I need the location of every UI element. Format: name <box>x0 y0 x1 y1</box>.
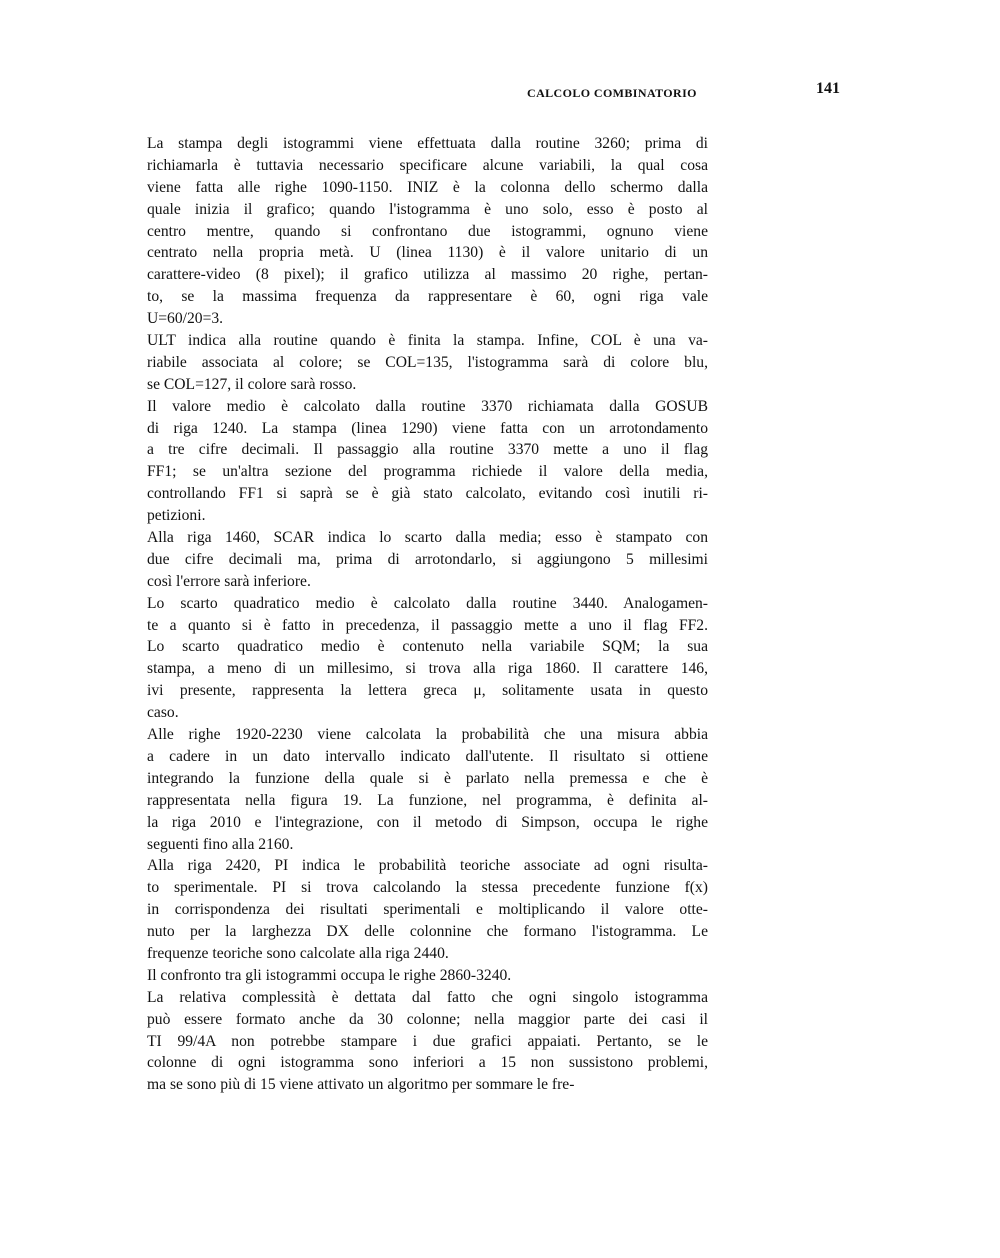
text-line: nuto per la larghezza DX delle colonnine che formano l'istogramma. Le <box>147 923 708 941</box>
body-text <box>147 133 708 1096</box>
text-line: se COL=127, il colore sarà rosso. <box>147 375 357 393</box>
text-line: carattere-video (8 pixel); il grafico utilizza al massimo 20 righe, pertan- <box>147 266 708 284</box>
text-line: ma se sono più di 15 viene attivato un algoritmo per sommare le fre- <box>147 1076 575 1094</box>
text-line: La relativa complessità è dettata dal fatto che ogni singolo istogramma <box>147 988 708 1006</box>
text-line: ivi presente, rappresenta la lettera greca μ, solitamente usata in questo <box>147 682 708 700</box>
text-line: integrando la funzione della quale si è parlato nella premessa e che è <box>147 769 708 787</box>
text-line: te a quanto si è fatto in precedenza, il passaggio mette a uno il flag FF2. <box>147 616 708 634</box>
text-line: riabile associata al colore; se COL=135, l'istogramma sarà di colore blu, <box>147 353 708 371</box>
text-line: controllando FF1 si saprà se è già stato calcolato, evitando così inutili ri- <box>147 485 708 503</box>
text-line: a cadere in un dato intervallo indicato dall'utente. Il risultato si ottiene <box>147 747 708 765</box>
text-line: petizioni. <box>147 507 206 525</box>
text-line: TI 99/4A non potrebbe stampare i due grafici appaiati. Pertanto, se le <box>147 1032 708 1050</box>
running-title: CALCOLO COMBINATORIO <box>527 86 697 100</box>
text-line: viene fatta alle righe 1090-1150. INIZ è la colonna dello schermo dalla <box>147 178 708 196</box>
text-line: U=60/20=3. <box>147 310 224 328</box>
text-line: La stampa degli istogrammi viene effettuata dalla routine 3260; prima di <box>147 135 708 152</box>
page-number: 141 <box>816 80 840 97</box>
text-line: ULT indica alla routine quando è finita la stampa. Infine, COL è una va- <box>147 332 708 350</box>
text-line: di riga 1240. La stampa (linea 1290) viene fatta con un arrotondamento <box>147 419 708 437</box>
text-line: stampa, a meno di un millesimo, si trova alla riga 1860. Il carattere 146, <box>147 660 708 678</box>
text-line: centrato nella propria metà. U (linea 1130) è il valore unitario di un <box>147 244 708 262</box>
text-line: Alla riga 2420, PI indica le probabilità teoriche associate ad ogni risulta- <box>147 857 708 875</box>
text-line: to, se la massima frequenza da rappresentare è 60, ogni riga vale <box>147 288 708 306</box>
page-header <box>0 80 1000 104</box>
text-line: quale inizia il grafico; quando l'istogramma è uno solo, esso è posto al <box>147 200 708 218</box>
text-line: può essere formato anche da 30 colonne; nella maggior parte dei casi il <box>147 1010 708 1028</box>
text-line: Alla riga 1460, SCAR indica lo scarto dalla media; esso è stampato con <box>147 529 708 547</box>
text-line: to sperimentale. PI si trova calcolando la stessa precedente funzione f(x) <box>147 879 708 897</box>
text-line: frequenze teoriche sono calcolate alla riga 2440. <box>147 944 449 962</box>
text-line: Lo scarto quadratico medio è calcolato dalla routine 3440. Analogamen- <box>147 594 708 612</box>
text-line: a tre cifre decimali. Il passaggio alla routine 3370 mette a uno il flag <box>147 441 708 459</box>
text-line: così l'errore sarà inferiore. <box>147 572 311 590</box>
text-line: centro mentre, quando si confrontano due istogrammi, ognuno viene <box>147 222 708 240</box>
text-line: Alle righe 1920-2230 viene calcolata la probabilità che una misura abbia <box>147 726 708 744</box>
text-line: rappresentata nella figura 19. La funzione, nel programma, è definita al- <box>147 791 708 809</box>
text-line: Il confronto tra gli istogrammi occupa le righe 2860-3240. <box>147 966 512 984</box>
text-line: richiamarla è tuttavia necessario specificare alcune variabili, la qual cosa <box>147 156 708 174</box>
text-line: Il valore medio è calcolato dalla routine 3370 richiamata dalla GOSUB <box>147 397 708 415</box>
text-line: seguenti fino alla 2160. <box>147 835 294 853</box>
text-line: due cifre decimali ma, prima di arrotondarlo, si aggiungono 5 millesimi <box>147 550 708 568</box>
text-line: in corrispondenza dei risultati sperimentali e moltiplicando il valore otte- <box>147 901 708 919</box>
text-line: caso. <box>147 704 179 722</box>
text-line: la riga 2010 e l'integrazione, con il metodo di Simpson, occupa le righe <box>147 813 708 831</box>
text-line: Lo scarto quadratico medio è contenuto nella variabile SQM; la sua <box>147 638 708 656</box>
text-line: FF1; se un'altra sezione del programma richiede il valore della media, <box>147 463 708 481</box>
text-line: colonne di ogni istogramma sono inferiori a 15 non sussistono problemi, <box>147 1054 708 1072</box>
